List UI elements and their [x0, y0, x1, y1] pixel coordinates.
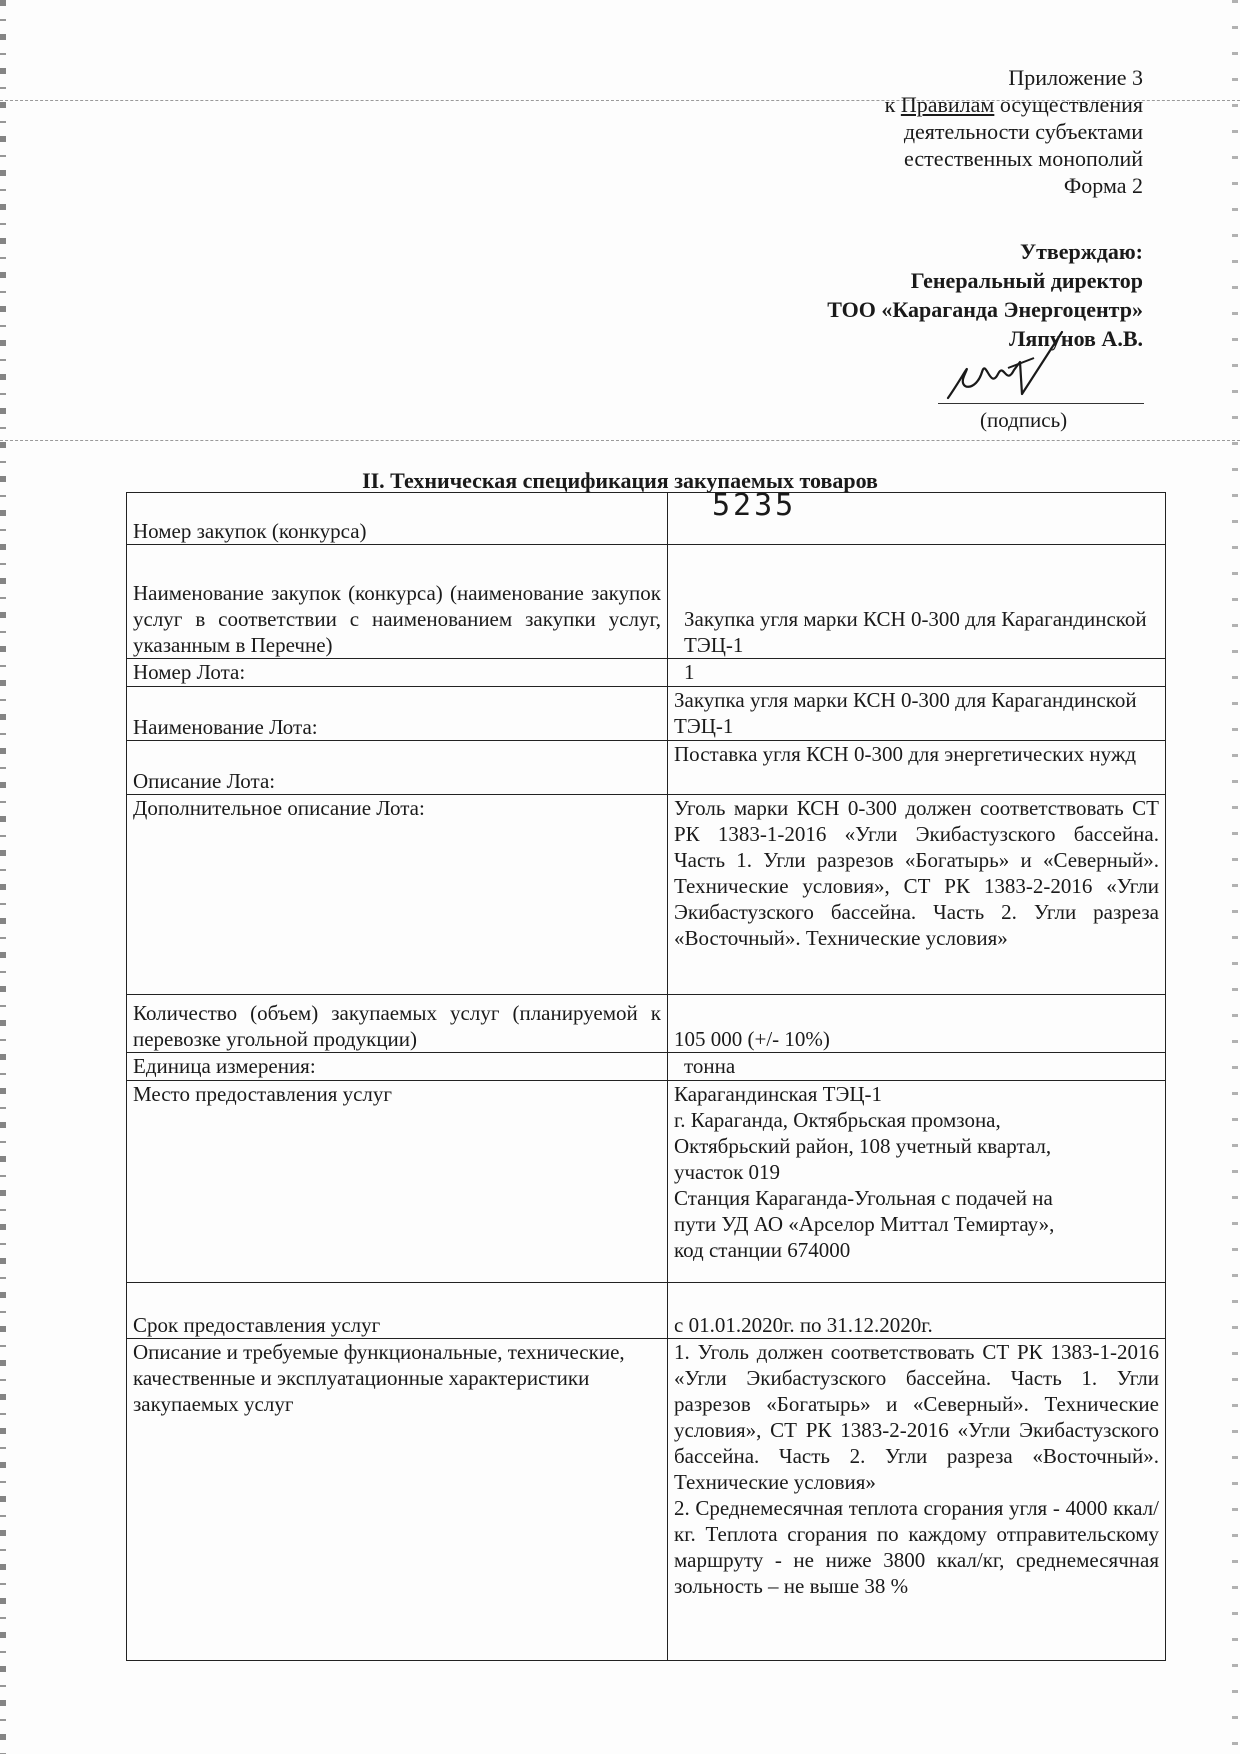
row-label: Номер Лота:	[127, 659, 668, 687]
row-label: Описание и требуемые функциональные, технические, качественные и эксплуатационные характеристики закупаемых услуг	[127, 1339, 668, 1661]
table-row	[127, 493, 1166, 545]
row-label: Наименование закупок (конкурса) (наименование закупок услуг в соответствии с наименованием закупки услуг, указанным в Перечне)	[127, 545, 668, 659]
appendix-line-3: деятельности субъектами	[903, 119, 1143, 144]
row-value: Уголь марки КСН 0-300 должен соответствовать СТ РК 1383-1-2016 «Угли Экибастузского бассейна. Часть 1. Угли разрезов «Богатырь» и «Северный». Технические условия», СТ РК 1383-2-2016 «Угли Экибастузского бассейна. Часть 2. Угли разреза «Восточный». Технические условия»	[668, 795, 1166, 995]
approver-company: ТОО «Караганда Энергоцентр»	[827, 297, 1143, 322]
row-value: 105 000 (+/- 10%)	[668, 995, 1166, 1053]
table-row	[127, 659, 1166, 687]
scan-edge-right	[1232, 0, 1238, 1754]
row-label: Срок предоставления услуг	[127, 1283, 668, 1339]
table-row	[127, 995, 1166, 1053]
row-value: 1. Уголь должен соответствовать СТ РК 1383-1-2016 «Угли Экибастузского бассейна. Часть 1. Угли разрезов «Богатырь» и «Северный». Технические условия», СТ РК 1383-2-2016 «Угли Экибастузского бассейна. Часть 2. Угли разреза «Восточный». Технические условия» 2. Среднемесячная теплота сгорания угля - 4000 ккал/кг. Теплота сгорания по каждому отправительскому маршруту - не ниже 3800 ккал/кг, среднемесячная зольность – не выше 38 %	[668, 1339, 1166, 1661]
signature-caption: (подпись)	[980, 408, 1068, 432]
row-label: Наименование Лота:	[127, 687, 668, 741]
table-row	[127, 741, 1166, 795]
row-value: с 01.01.2020г. по 31.12.2020г.	[668, 1283, 1166, 1339]
table-row	[127, 1081, 1166, 1283]
row-value: тонна	[668, 1053, 1166, 1081]
table-row	[127, 545, 1166, 659]
row-value: Закупка угля марки КСН 0-300 для Карагандинской ТЭЦ-1	[668, 687, 1166, 741]
approver-name: Ляпунов А.В.	[1008, 326, 1143, 351]
row-label: Количество (объем) закупаемых услуг (планируемой к перевозке угольной продукции)	[127, 995, 668, 1053]
row-value: 1	[668, 659, 1166, 687]
scan-edge-left	[0, 0, 6, 1754]
table-row	[127, 1339, 1166, 1661]
signature-line	[938, 403, 1144, 404]
row-value: Карагандинская ТЭЦ-1 г. Караганда, Октябрьская промзона, Октябрьский район, 108 учетный квартал, участок 019 Станция Караганда-Угольная с подачей на пути УД АО «Арселор Миттал Темиртау», код станции 674000	[668, 1081, 1166, 1283]
appendix-number: Приложение 3	[1008, 65, 1143, 90]
row-value: Поставка угля КСН 0-300 для энергетических нужд	[668, 741, 1166, 795]
table-row	[127, 1283, 1166, 1339]
rules-link[interactable]: Правилам	[900, 92, 995, 117]
table-row	[127, 687, 1166, 741]
approval-heading: Утверждаю:	[1019, 239, 1143, 264]
row-value: Закупка угля марки КСН 0-300 для Карагандинской ТЭЦ-1	[668, 545, 1166, 659]
approver-position: Генеральный директор	[910, 268, 1143, 293]
table-row	[127, 1053, 1166, 1081]
handwritten-signature	[942, 328, 1072, 408]
procurement-number	[668, 488, 1166, 545]
table-row	[127, 795, 1166, 995]
row-label: Единица измерения:	[127, 1053, 668, 1081]
appendix-line-4: естественных монополий	[904, 146, 1143, 171]
form-number: Форма 2	[1063, 173, 1143, 198]
row-label: Место предоставления услуг	[127, 1081, 668, 1283]
appendix-rules-line: к Правилам осуществления	[884, 92, 1143, 117]
signature-area	[938, 348, 1144, 432]
row-label: Описание Лота:	[127, 741, 668, 795]
procurement-number-handwritten: 5235	[712, 488, 797, 523]
document-title: II. Техническая спецификация закупаемых товаров	[362, 468, 878, 493]
row-label: Дополнительное описание Лота:	[127, 795, 668, 995]
appendix-header	[885, 64, 1143, 199]
specification-table	[126, 488, 1166, 1661]
row-label: Номер закупок (конкурса)	[127, 493, 668, 545]
scan-artifact-line	[0, 440, 1240, 441]
